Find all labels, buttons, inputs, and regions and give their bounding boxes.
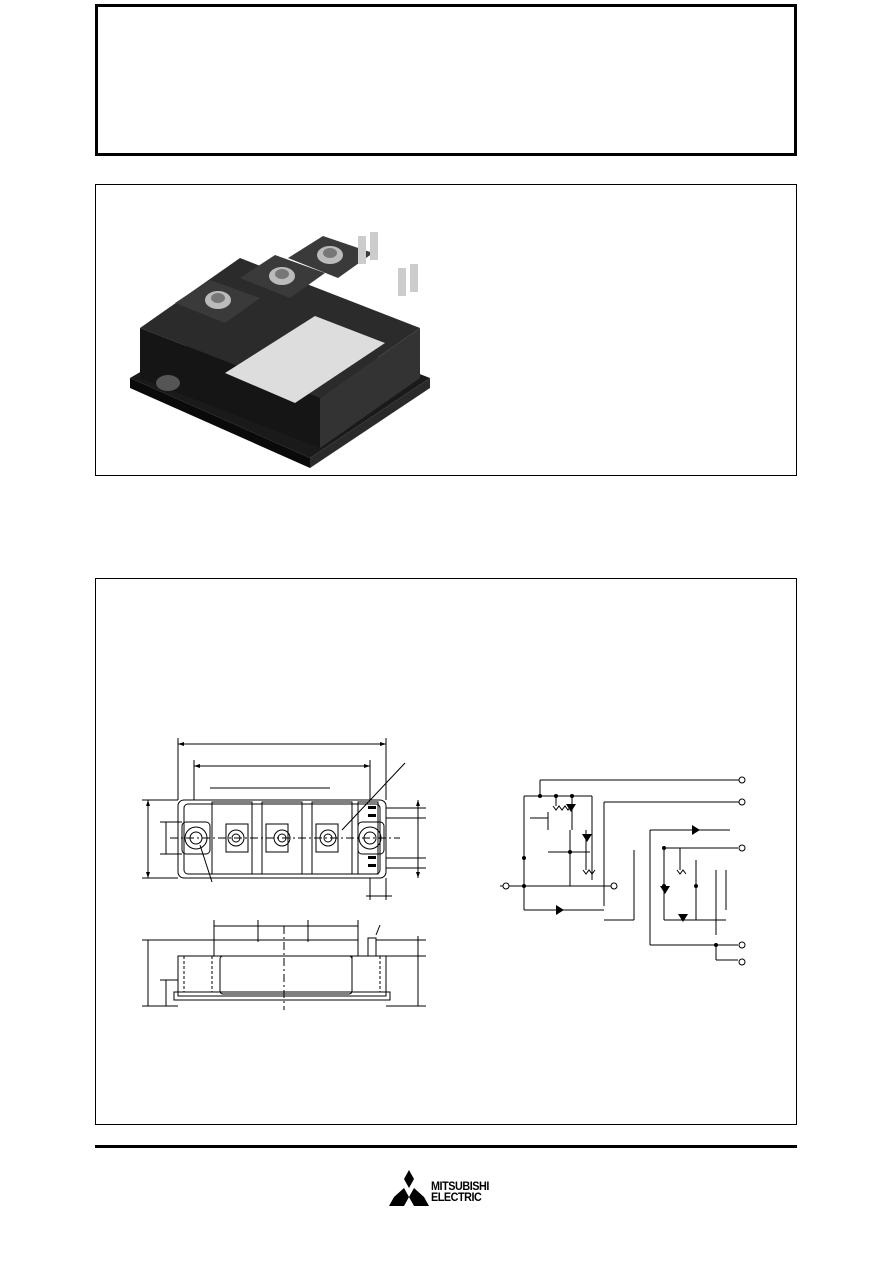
brand-wordmark bbox=[431, 1181, 489, 1203]
outline-dimension-drawing-icon bbox=[130, 730, 430, 1020]
brand-line-1: MITSUBISHI bbox=[431, 1179, 489, 1193]
igbt-module-photo-icon bbox=[120, 228, 450, 458]
footer-rule bbox=[95, 1145, 797, 1148]
equivalent-circuit-icon bbox=[500, 770, 760, 970]
header-frame bbox=[95, 4, 797, 156]
three-diamond-logo-icon bbox=[388, 1170, 430, 1206]
brand-line-2: ELECTRIC bbox=[431, 1190, 482, 1204]
